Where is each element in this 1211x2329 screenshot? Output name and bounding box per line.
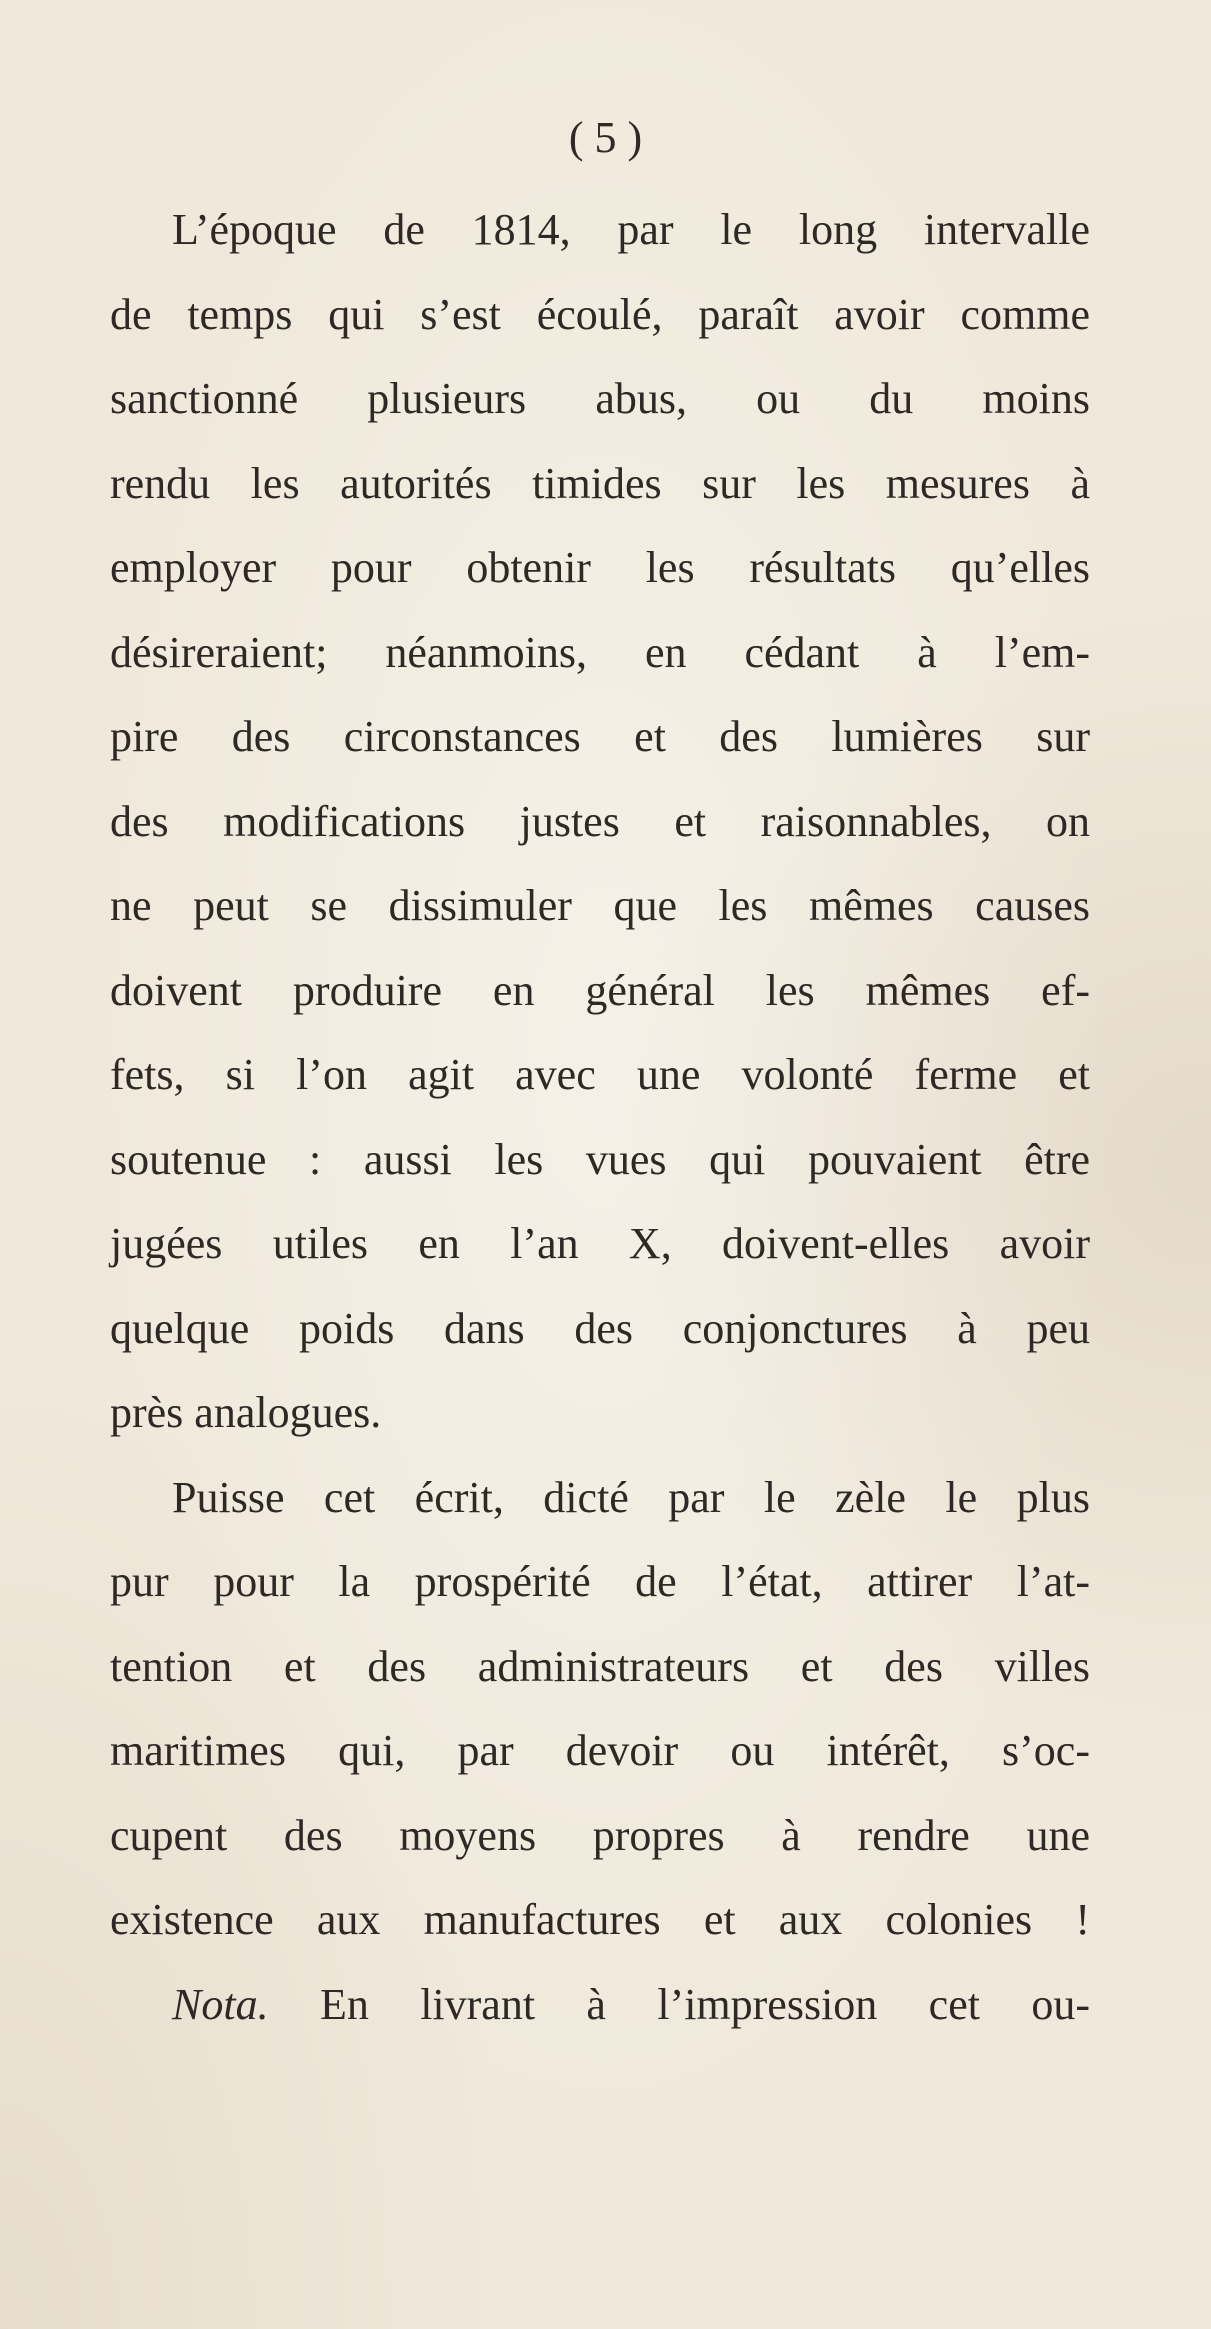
text-line: ne peut se dissimuler que les mêmes causes	[110, 881, 1090, 930]
text-line: rendu les autorités timides sur les mesures à	[110, 458, 1090, 508]
nota-line	[110, 1963, 1090, 2048]
text-line: cupent des moyens propres à rendre une	[110, 1810, 1090, 1860]
text-line: L’époque de 1814, par le long intervalle	[172, 205, 1090, 254]
text-line: fets, si l’on agit avec une volonté ferme et	[110, 1050, 1090, 1099]
nota-label: Nota.	[172, 1979, 269, 2029]
text-line: tention et des administrateurs et des villes	[110, 1641, 1090, 1691]
text-line: sanctionné plusieurs abus, ou du moins	[110, 374, 1090, 423]
text-line: Puisse cet écrit, dicté par le zèle le plus	[172, 1472, 1090, 1522]
paragraph-1	[110, 188, 1090, 1456]
body-text	[110, 188, 1090, 2047]
text-line: maritimes qui, par devoir ou intérêt, s’oc-	[110, 1726, 1090, 1775]
text-line: doivent produire en général les mêmes ef-	[110, 965, 1090, 1015]
page-number: ( 5 )	[568, 113, 643, 162]
text-line: pur pour la prospérité de l’état, attirer l’at-	[110, 1557, 1090, 1606]
text-line: quelque poids dans des conjonctures à peu	[110, 1303, 1090, 1353]
text-line: pire des circonstances et des lumières sur	[110, 712, 1090, 761]
text-line: désireraient; néanmoins, en cédant à l’em-	[110, 627, 1090, 677]
paragraph-2	[110, 1456, 1090, 1963]
text-line: près analogues.	[110, 1388, 382, 1437]
nota-text: En livrant à l’impression cet ou-	[319, 1979, 1090, 2029]
text-line: existence aux manufactures et aux colonies !	[110, 1895, 1090, 1944]
text-line: des modifications justes et raisonnables, on	[110, 796, 1090, 846]
text-line: employer pour obtenir les résultats qu’elles	[110, 543, 1090, 592]
text-line: de temps qui s’est écoulé, paraît avoir comme	[110, 289, 1090, 339]
text-line: jugées utiles en l’an X, doivent-elles avoir	[110, 1219, 1090, 1268]
text-line: soutenue : aussi les vues qui pouvaient être	[110, 1134, 1090, 1184]
